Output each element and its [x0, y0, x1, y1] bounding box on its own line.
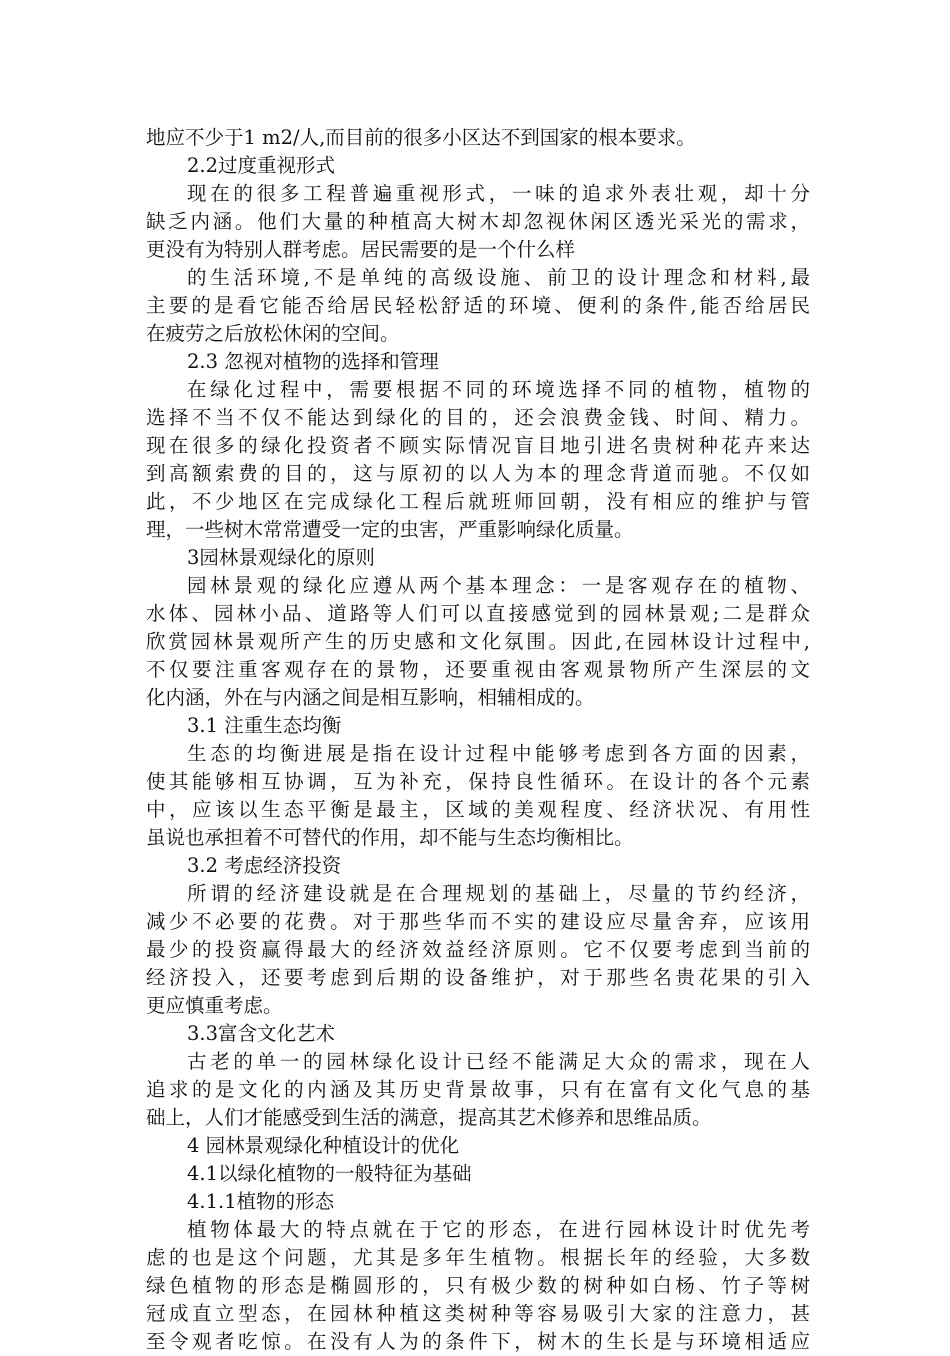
text-line: 化内涵，外在与内涵之间是相互影响，相辅相成的。 [146, 686, 595, 709]
text-line: 欣赏园林景观所产生的历史感和文化氛围。因此,在园林设计过程中, [146, 630, 810, 653]
body-text [146, 124, 810, 1356]
text-line: 2.2过度重视形式 [187, 154, 336, 177]
text-line: 3园林景观绿化的原则 [187, 546, 375, 569]
text-line: 更没有为特别人群考虑。居民需要的是一个什么样 [146, 238, 576, 261]
text-line: 虽说也承担着不可替代的作用，却不能与生态均衡相比。 [146, 826, 634, 849]
text-line: 至令观者吃惊。在没有人为的条件下，树木的生长是与环境相适应 [146, 1330, 810, 1353]
text-line: 在绿化过程中，需要根据不同的环境选择不同的植物，植物的 [187, 378, 810, 401]
text-line: 减少不必要的花费。对于那些华而不实的建设应尽量舍弃，应该用 [146, 910, 810, 933]
text-line: 园林景观的绿化应遵从两个基本理念：一是客观存在的植物、 [187, 574, 810, 597]
text-line: 最少的投资赢得最大的经济效益经济原则。它不仅要考虑到当前的 [146, 938, 810, 961]
text-line: 4.1以绿化植物的一般特征为基础 [187, 1162, 472, 1185]
text-line: 冠成直立型态，在园林种植这类树种等容易吸引大家的注意力，甚 [146, 1302, 810, 1325]
text-line: 3.2 考虑经济投资 [187, 854, 342, 877]
text-line: 主要的是看它能否给居民轻松舒适的环境、便利的条件,能否给居民 [146, 294, 810, 317]
text-line: 古老的单一的园林绿化设计已经不能满足大众的需求，现在人 [187, 1050, 810, 1073]
text-line: 追求的是文化的内涵及其历史背景故事，只有在富有文化气息的基 [146, 1078, 810, 1101]
text-line: 地应不少于1 m2/人,而目前的很多小区达不到国家的根本要求。 [146, 126, 696, 149]
text-line: 中，应该以生态平衡是最主，区域的美观程度、经济状况、有用性 [146, 798, 810, 821]
text-line: 绿色植物的形态是椭圆形的，只有极少数的树种如白杨、竹子等树 [146, 1274, 810, 1297]
text-line: 础上，人们才能感受到生活的满意，提高其艺术修养和思维品质。 [146, 1106, 712, 1129]
text-line: 选择不当不仅不能达到绿化的目的，还会浪费金钱、时间、精力。 [146, 406, 810, 429]
text-line: 3.1 注重生态均衡 [187, 714, 342, 737]
text-line: 虑的也是这个问题，尤其是多年生植物。根据长年的经验，大多数 [146, 1246, 810, 1269]
text-line: 3.3富含文化艺术 [187, 1022, 336, 1045]
text-line: 4.1.1植物的形态 [187, 1190, 335, 1213]
text-line: 在疲劳之后放松休闲的空间。 [146, 322, 400, 345]
text-line: 生态的均衡进展是指在设计过程中能够考虑到各方面的因素， [187, 742, 810, 765]
text-line: 水体、园林小品、道路等人们可以直接感觉到的园林景观;二是群众 [146, 602, 810, 625]
text-line: 不仅要注重客观存在的景物，还要重视由客观景物所产生深层的文 [146, 658, 810, 681]
text-line: 经济投入，还要考虑到后期的设备维护，对于那些名贵花果的引入 [146, 966, 810, 989]
text-line: 植物体最大的特点就在于它的形态，在进行园林设计时优先考 [187, 1218, 810, 1241]
text-line: 缺乏内涵。他们大量的种植高大树木却忽视休闲区透光采光的需求， [146, 210, 810, 233]
text-line: 所谓的经济建设就是在合理规划的基础上，尽量的节约经济， [187, 882, 810, 905]
text-line: 现在的很多工程普遍重视形式，一味的追求外表壮观，却十分 [187, 182, 810, 205]
text-line: 此，不少地区在完成绿化工程后就班师回朝，没有相应的维护与管 [146, 490, 810, 513]
text-line: 到高额索费的目的，这与原初的以人为本的理念背道而驰。不仅如 [146, 462, 810, 485]
text-line: 更应慎重考虑。 [146, 994, 283, 1017]
text-line: 现在很多的绿化投资者不顾实际情况盲目地引进名贵树种花卉来达 [146, 434, 810, 457]
text-line: 使其能够相互协调，互为补充，保持良性循环。在设计的各个元素 [146, 770, 810, 793]
text-line: 2.3 忽视对植物的选择和管理 [187, 350, 439, 373]
text-line: 4 园林景观绿化种植设计的优化 [187, 1134, 460, 1157]
text-line: 理，一些树木常常遭受一定的虫害，严重影响绿化质量。 [146, 518, 634, 541]
text-line: 的生活环境,不是单纯的高级设施、前卫的设计理念和材料,最 [187, 266, 810, 289]
